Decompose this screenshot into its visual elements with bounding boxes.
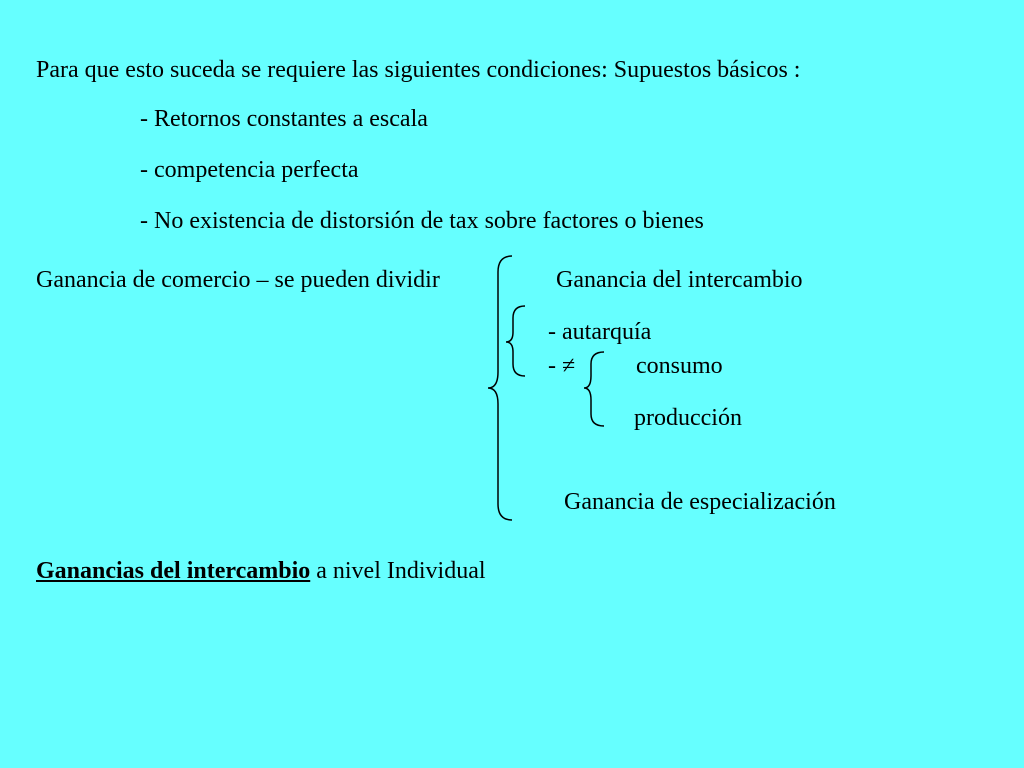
condition-returns: - Retornos constantes a escala: [140, 106, 428, 132]
individual-gains-underlined: Ganancias del intercambio: [36, 558, 311, 584]
medium-brace: [506, 306, 525, 376]
small-brace: [584, 352, 604, 426]
consumption-item: consumo: [636, 353, 723, 379]
autarky-item: - autarquía: [548, 319, 652, 345]
individual-gains-rest: a nivel Individual: [310, 558, 486, 584]
neq-item: - ≠: [548, 353, 576, 379]
large-brace: [488, 256, 512, 520]
gains-title: Ganancia de comercio – se pueden dividir: [36, 267, 440, 293]
exchange-gain: Ganancia del intercambio: [556, 267, 803, 293]
condition-no-distortion: - No existencia de distorsión de tax sobre factores o bienes: [140, 208, 704, 234]
specialization-gain: Ganancia de especialización: [564, 489, 836, 515]
production-item: producción: [634, 405, 742, 431]
condition-competition: - competencia perfecta: [140, 157, 359, 183]
intro-text: Para que esto suceda se requiere las siguientes condiciones: Supuestos básicos :: [36, 57, 801, 83]
